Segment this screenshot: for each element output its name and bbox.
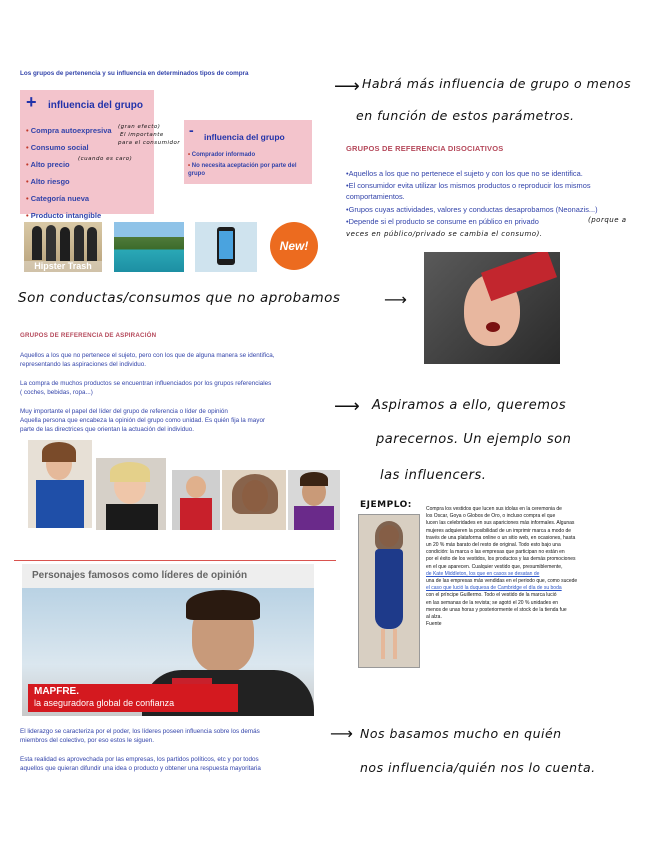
hand-note-box-1: (gran efecto) — [118, 124, 161, 130]
famosos-panel — [22, 564, 314, 716]
celebrity-photo — [96, 458, 166, 530]
liderazgo-p2-2: aquellos que quieran difundir una idea o producto y obtener una respuesta mayoritaria — [20, 765, 261, 772]
ejemplo-link-line[interactable]: de Kate Middleton, los que en casos se desatan de — [426, 570, 540, 577]
liderazgo-p1-2: miembros del colectivo, por eso estos le siguen. — [20, 737, 155, 744]
disociativos-hand-2: veces en público/privado se cambia el consumo). — [346, 230, 543, 238]
influence-plus-box — [20, 90, 154, 220]
new-badge — [270, 222, 318, 270]
ejemplo-line: con el príncipe Guillermo. Todo el vestido de la marca lució — [426, 592, 557, 599]
hand-note-3-line-3: las influencers. — [380, 468, 487, 483]
list-item: • Compra autoexpresiva — [26, 126, 112, 135]
ejemplo-line: en las semanas de la revista; se agotó el 20 % unidades en — [426, 599, 559, 606]
ejemplo-source: Fuente — [426, 621, 442, 628]
minus-icon: - — [189, 122, 194, 138]
ejemplo-line: lucen las celebridades en sus apariciones más informales. Algunas — [426, 520, 575, 527]
aspiracion-title: GRUPOS DE REFERENCIA DE ASPIRACIÓN — [20, 332, 157, 339]
mapfre-slogan: la aseguradora global de confianza — [34, 698, 175, 708]
ejemplo-line: mujeres adquieren la posibilidad de un imprimir marca a modo de — [426, 527, 572, 534]
hand-note-2: Son conductas/consumos que no aprobamos — [18, 290, 341, 306]
ejemplo-line: condición: la marca o las empresas que participan no están en — [426, 549, 565, 556]
hand-note-box-2: El importante — [120, 132, 164, 138]
punk-photo — [424, 252, 560, 364]
beach-photo — [114, 222, 184, 272]
arrow-right-icon: ⟶ — [334, 396, 361, 417]
plus-icon: + — [26, 92, 37, 112]
famosos-title: Personajes famosos como líderes de opinión — [32, 570, 248, 581]
hand-note-3-line-1: Aspiramos a ello, queremos — [372, 398, 567, 413]
box-left-list — [26, 126, 112, 228]
ejemplo-line: menos de unas horas y posteriormente el stock de la tienda fue — [426, 606, 567, 613]
influence-minus-box — [184, 120, 312, 184]
liderazgo-p2-1: Esta realidad es aprovechada por las empresas, los partidos políticos, etc y por todos — [20, 756, 259, 763]
disociativos-line-4: •Depende si el producto se consume en público en privado — [346, 217, 539, 226]
ejemplo-line: al alza. — [426, 614, 442, 621]
ejemplo-line: través de una plataforma online o un sitio web, en ocasiones, hasta — [426, 534, 576, 541]
disociativos-title: GRUPOS DE REFERENCIA DISOCIATIVOS — [346, 144, 504, 153]
hand-note-1-line-1: Habrá más influencia de grupo o menos — [362, 76, 632, 91]
celebrity-photo — [288, 470, 340, 530]
list-item: • Alto precio — [26, 160, 112, 169]
hand-note-4-line-1: Nos basamos mucho en quién — [360, 726, 562, 741]
disociativos-line-2: •El consumidor evita utilizar los mismos productos o reproducir los mismos comportamientos. — [346, 181, 591, 201]
aspiracion-p2-1: La compra de muchos productos se encuentran influenciados por los grupos referenciales — [20, 380, 272, 387]
aspiracion-p3-2: Aquella persona que encabeza la opinión del grupo como unidad. Es quién fija la mayor — [20, 417, 266, 424]
ejemplo-line: un 20 % más barato del resto de original. Todo esto bajo una — [426, 542, 561, 549]
celebrity-photo — [28, 440, 92, 528]
section-divider — [14, 560, 336, 561]
aspiracion-p3-1: Muy importante el papel del líder del grupo de referencia o líder de opinión — [20, 408, 228, 415]
ejemplo-line: en el que aparecen. Cualquier vestido que, presumiblemente, — [426, 563, 563, 570]
ejemplo-line: Compra los vestidos que lucen sus idolas en la ceremonia de — [426, 506, 562, 512]
mapfre-brand: MAPFRE. — [34, 686, 79, 697]
ejemplo-label: EJEMPLO: — [360, 500, 412, 510]
ejemplo-line: por el éxito de los vestidos, los productos y las demás promociones — [426, 556, 576, 563]
disociativos-hand-1: (porque a — [588, 216, 627, 224]
arrow-right-icon: ⟶ — [334, 76, 361, 97]
ejemplo-text — [426, 506, 648, 628]
hipster-group-photo — [24, 222, 102, 272]
aspiracion-p1-1: Aquellos a los que no pertenece el sujeto, pero con los que de alguna manera se identifica, — [20, 352, 275, 359]
new-badge-label: New! — [279, 239, 309, 253]
ejemplo-link-line[interactable]: el caso que lució la duquesa de Cambridge el día de su boda — [426, 585, 562, 592]
hand-note-3-line-2: parecernos. Un ejemplo son — [376, 432, 572, 447]
list-item: • Consumo social — [26, 143, 112, 152]
kate-middleton-photo — [358, 514, 420, 668]
box-right-title: influencia del grupo — [204, 132, 285, 142]
mapfre-banner — [28, 684, 238, 712]
list-item: • No necesita aceptación por parte del grupo — [188, 162, 308, 178]
list-item: • Producto intangible — [26, 211, 112, 220]
aspiracion-p2-2: ( coches, bebidas, ropa...) — [20, 389, 93, 396]
disociativos-line-1: •Aquellos a los que no pertenece el sujeto y con los que no se identifica. — [346, 169, 583, 178]
liderazgo-p1-1: El liderazgo se caracteriza por el poder, los líderes poseen influencia sobre los demás — [20, 728, 260, 735]
arrow-right-icon: ⟶ — [330, 724, 354, 743]
list-item: • Comprador informado — [188, 152, 308, 158]
box-right-list — [188, 152, 308, 186]
hand-note-1-line-2: en función de estos parámetros. — [356, 108, 575, 123]
ejemplo-line: una de las empresas más vendidas en el periodo que, como sucede — [426, 578, 578, 585]
ejemplo-line: los Oscar, Goya o Globos de Oro, o incluso compra el que — [426, 513, 556, 520]
hand-note-box-4: (cuando es caro) — [78, 156, 133, 162]
photo-caption: Hipster Trash — [24, 261, 102, 272]
box-left-title: influencia del grupo — [48, 100, 144, 111]
smartphone-photo — [195, 222, 257, 272]
aspiracion-p1-2: representando las aspiraciones del individuo. — [20, 361, 147, 368]
list-item: • Alto riesgo — [26, 177, 112, 186]
top-title: Los grupos de pertenencia y su influencia en determinados tipos de compra — [20, 70, 249, 77]
hand-note-4-line-2: nos influencia/quién nos lo cuenta. — [360, 760, 596, 775]
celebrity-photo — [172, 470, 220, 530]
list-item: • Categoría nueva — [26, 194, 112, 203]
aspiracion-p3-3: parte de las directrices que orientan la actuación del individuo. — [20, 426, 194, 433]
disociativos-line-3: •Grupos cuyas actividades, valores y conductas desaprobamos (Neonazis...) — [346, 205, 598, 214]
mapfre-ad-image — [22, 588, 314, 716]
hand-note-box-3: para el consumidor — [118, 140, 181, 146]
celebrity-photo — [222, 470, 286, 530]
arrow-right-icon: ⟶ — [384, 290, 408, 309]
